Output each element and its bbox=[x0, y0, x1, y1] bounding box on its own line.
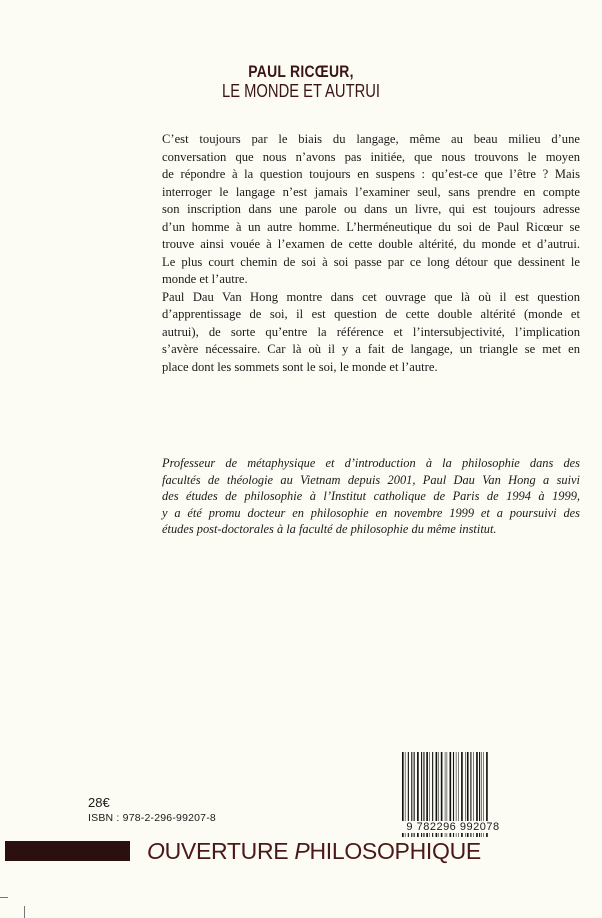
description-line: conversation que nous n’avons pas initiée, que nous trouvons le moyen bbox=[162, 149, 580, 164]
description-line: de répondre à la question toujours en suspens : qu’est-ce que l’être ? Mais bbox=[162, 167, 580, 181]
isbn: ISBN : 978-2-296-99207-8 bbox=[88, 812, 216, 824]
description-line: place dont les sommets sont le soi, le monde et l’autre. bbox=[162, 359, 438, 374]
book-subtitle: LE MONDE ET AUTRUI bbox=[221, 81, 381, 101]
description-line: Le plus court chemin de soi à soi passe par ce long détour que dessinent le bbox=[162, 254, 580, 269]
series-initial-o: O bbox=[147, 838, 165, 864]
crop-mark bbox=[0, 897, 8, 898]
description-line: trouve ainsi vouée à l’examen de cette double altérité, du monde et d’autrui. bbox=[162, 237, 580, 251]
description-line: son inscription dans une parole ou dans un livre, qui est toujours adresse bbox=[162, 202, 580, 216]
bio-line: facultés de théologie au Vietnam depuis 2001, Paul Dau Van Hong a suivi bbox=[162, 472, 580, 487]
description-line: interroger le langage n’est jamais l’examiner seul, sans prendre en compte bbox=[162, 184, 580, 199]
series-word-2: HILOSOPHIQUE bbox=[309, 838, 481, 864]
series-word-1: UVERTURE bbox=[164, 838, 295, 864]
description-line: monde et l’autre. bbox=[162, 272, 248, 286]
description-line: d’apprentissage de soi, il est question de cette double altérité (monde et bbox=[162, 307, 580, 321]
price: 28€ bbox=[88, 795, 110, 810]
description-line: autrui), de sorte qu’entre la référence et l’intersubjectivité, l’implication bbox=[162, 324, 580, 339]
bio-line: y a été promu docteur en philosophie en novembre 1999 et a poursuivi des bbox=[162, 505, 580, 520]
bio-line: études post-doctorales à la faculté de philosophie du même institut. bbox=[162, 522, 497, 537]
description-line: Paul Dau Van Hong montre dans cet ouvrage que là où il est question bbox=[162, 289, 580, 304]
back-cover-description bbox=[162, 131, 580, 376]
description-line: C’est toujours par le biais du langage, même au beau milieu d’une bbox=[162, 132, 580, 146]
barcode-digits: 9 782296 992078 bbox=[400, 821, 506, 833]
book-title: PAUL RICŒUR, bbox=[248, 62, 354, 81]
description-line: d’un homme à un autre homme. L’herméneutique du soi de Paul Ricœur se bbox=[162, 219, 580, 234]
description-line: s’avère nécessaire. Car là où il y a fait de langage, un triangle se met en bbox=[162, 342, 580, 356]
series-name bbox=[147, 838, 481, 865]
bio-line: des études de philosophie à l’Institut catholique de Paris de 1994 à 1999, bbox=[162, 489, 580, 504]
series-band bbox=[5, 841, 130, 861]
crop-mark bbox=[24, 906, 25, 918]
bio-line: Professeur de métaphysique et d’introduction à la philosophie dans des bbox=[162, 456, 580, 470]
author-bio bbox=[162, 455, 580, 538]
series-initial-p: P bbox=[294, 838, 310, 864]
